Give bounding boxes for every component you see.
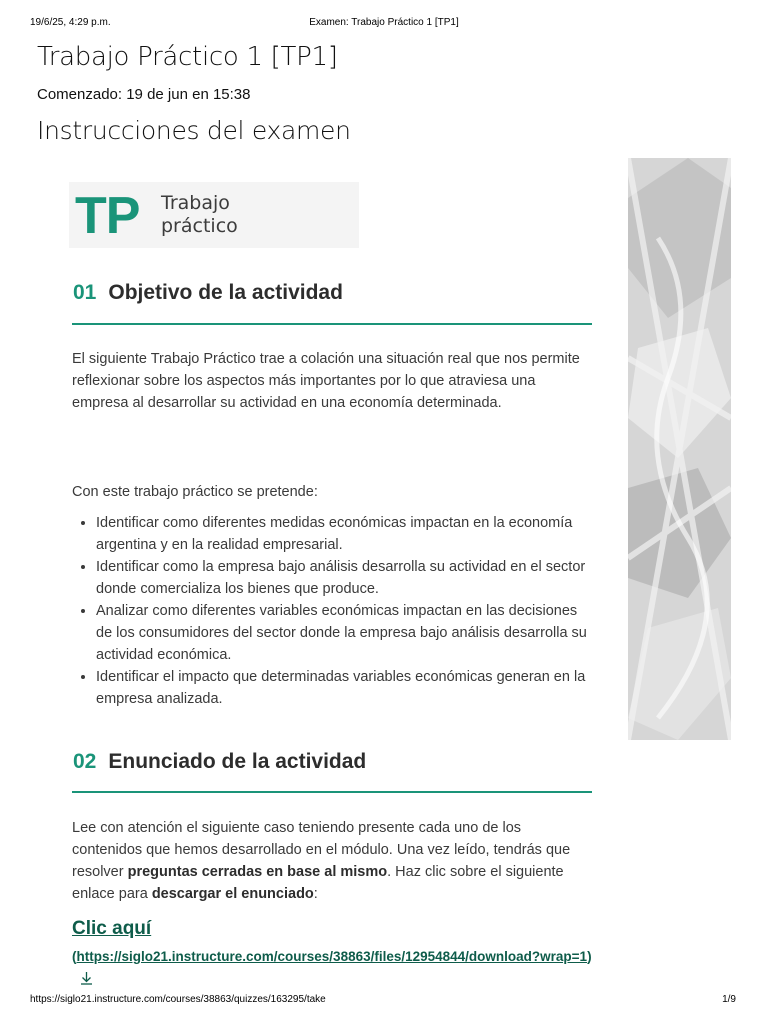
download-statement-link[interactable]: Clic aquí (72, 918, 152, 939)
download-url-text[interactable]: https://siglo21.instructure.com/courses/38863/files/12954844/download?wrap=1 (76, 949, 588, 964)
footer-page-number: 1/9 (722, 994, 736, 1005)
section-number: 01 (73, 281, 97, 304)
print-page-title: Examen: Trabajo Práctico 1 [TP1] (309, 17, 459, 28)
statement-paragraph (72, 817, 592, 905)
tp-logo (69, 182, 359, 248)
objective-list (72, 512, 592, 710)
tp-logo-word-practico: práctico (161, 215, 238, 237)
section-divider (72, 323, 592, 325)
tp-logo-word-trabajo: Trabajo (161, 192, 230, 214)
section-title: Enunciado de la actividad (108, 750, 367, 773)
tp-logo-letters: TP (75, 187, 140, 245)
objective-intro: Con este trabajo práctico se pretende: (72, 484, 318, 500)
statement-bold-text: descargar el enunciado (151, 886, 314, 902)
decorative-side-image (628, 158, 731, 740)
list-item: • Analizar como diferentes variables económicas impactan en las decisiones de los consumidores del sector donde la empresa bajo análisis desarrolla su actividad económica. (96, 600, 592, 666)
quiz-title: Trabajo Práctico 1 [TP1] (37, 42, 338, 72)
url-open-paren: ( (72, 949, 77, 964)
url-close-paren: ) (587, 949, 592, 964)
statement-text: . Haz clic sobre el siguiente enlace para (72, 864, 564, 902)
section-divider (72, 791, 592, 793)
section-heading-enunciado (73, 750, 366, 774)
statement-text: Lee con atención el siguiente caso teniendo presente cada uno de los contenidos que hemos desarrollado en el módulo. Una vez leído, tendrás que resolver (72, 820, 571, 880)
list-item: • Identificar como diferentes medidas económicas impactan en la economía argentina y en la realidad empresarial. (96, 512, 592, 556)
section-number: 02 (73, 750, 97, 773)
print-datetime: 19/6/25, 4:29 p.m. (30, 17, 111, 28)
download-url-link[interactable] (72, 946, 592, 992)
statement-text: : (313, 886, 318, 902)
list-item: • Identificar como la empresa bajo análisis desarrolla su actividad en el sector donde comercializa los bienes que produce. (96, 556, 592, 600)
section-heading-objetivo (73, 281, 343, 305)
list-item: • Identificar el impacto que determinadas variables económicas generan en la empresa analizada. (96, 666, 592, 710)
quiz-started-time: Comenzado: 19 de jun en 15:38 (37, 86, 251, 103)
instructions-title: Instrucciones del examen (37, 116, 351, 145)
download-icon[interactable] (80, 970, 93, 992)
objective-paragraph: El siguiente Trabajo Práctico trae a colación una situación real que nos permite reflexionar sobre los aspectos más importantes por lo que atraviesa una empresa al desarrollar su actividad en una economía determinada. (72, 351, 580, 411)
statement-bold-text: preguntas cerradas en base al mismo (127, 864, 388, 880)
section-title: Objetivo de la actividad (108, 281, 343, 304)
footer-page-url: https://siglo21.instructure.com/courses/38863/quizzes/163295/take (30, 994, 326, 1005)
